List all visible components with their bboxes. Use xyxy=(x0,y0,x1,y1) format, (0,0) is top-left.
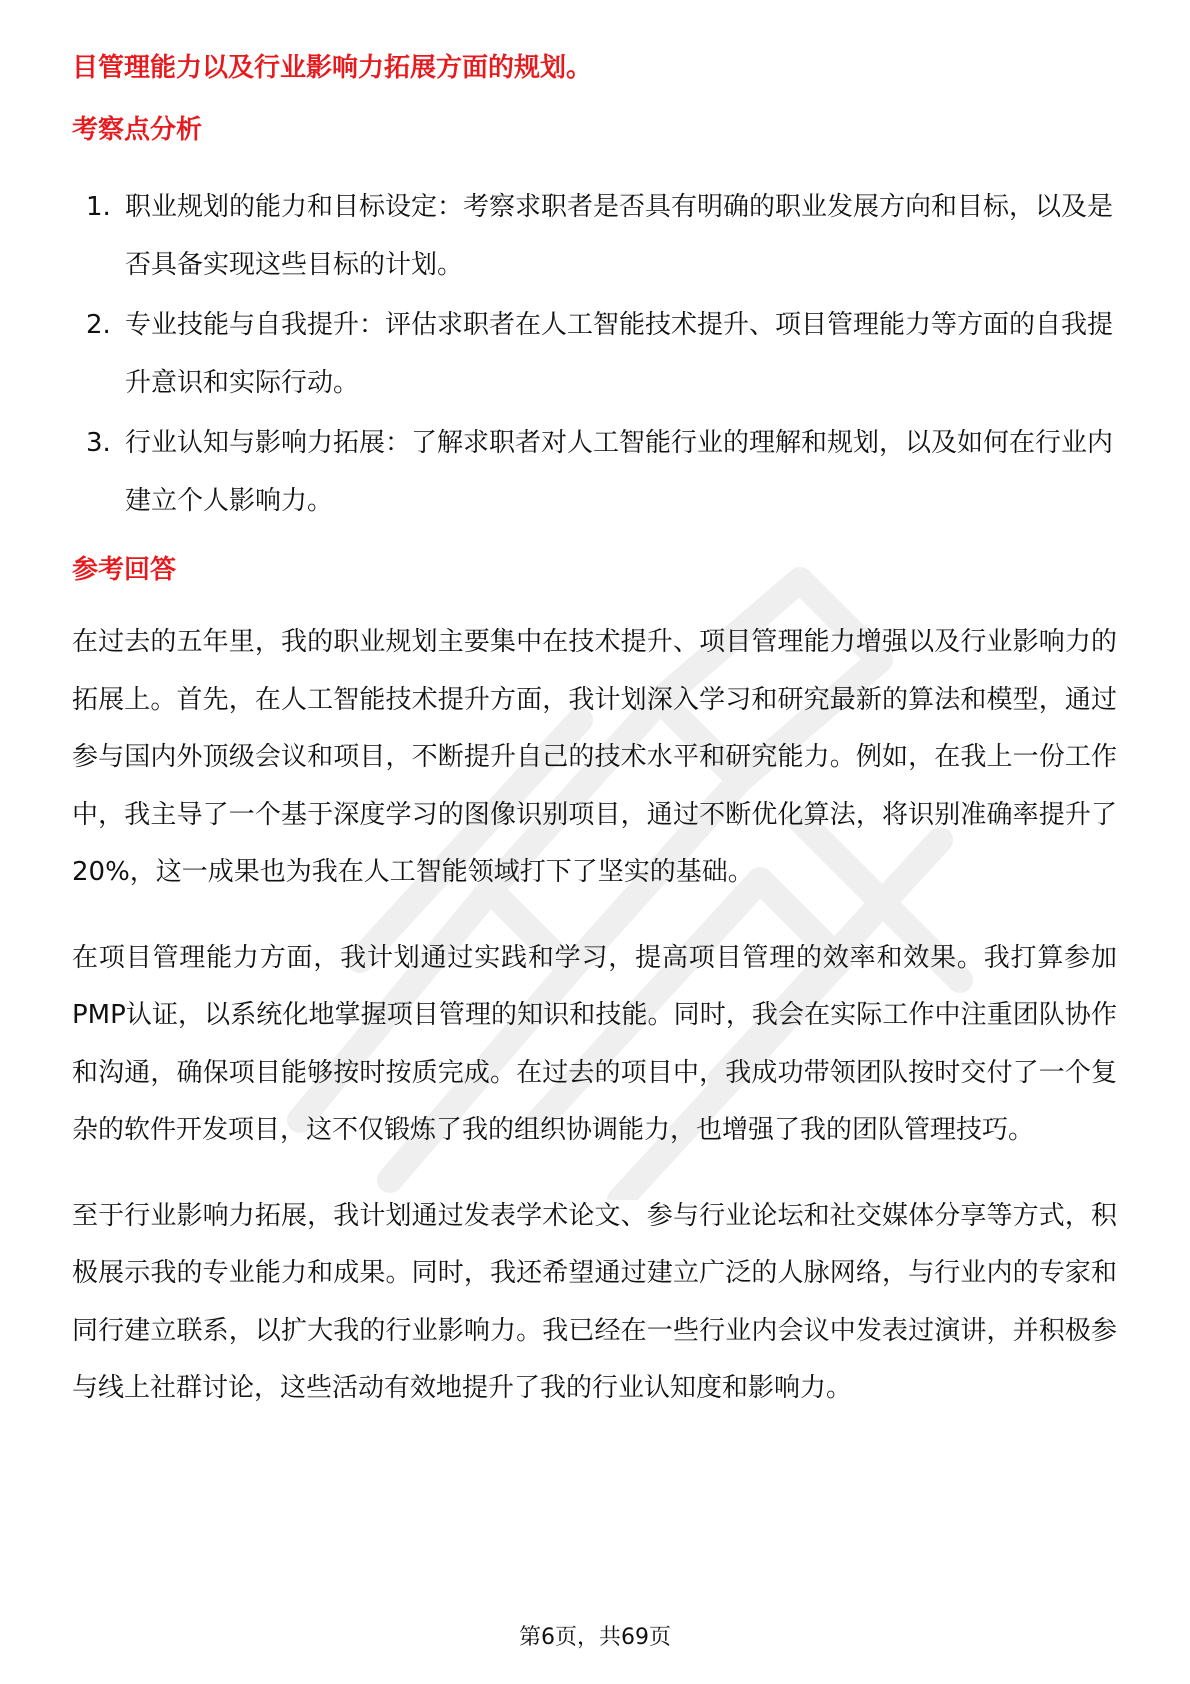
list-item-number: 2. xyxy=(86,310,111,340)
list-item-text: 职业规划的能力和目标设定：考察求职者是否具有明确的职业发展方向和目标，以及是否具备实现这些目标的计划。 xyxy=(125,192,1114,280)
analysis-list xyxy=(72,178,1117,530)
answer-paragraph: 在过去的五年里，我的职业规划主要集中在技术提升、项目管理能力增强以及行业影响力的拓展上。首先，在人工智能技术提升方面，我计划深入学习和研究最新的算法和模型，通过参与国内外顶级会议和项目，不断提升自己的技术水平和研究能力。例如，在我上一份工作中，我主导了一个基于深度学习的图像识别项目，通过不断优化算法，将识别准确率提升了20%，这一成果也为我在人工智能领域打下了坚实的基础。 xyxy=(72,627,1117,887)
answer-heading: 参考回答 xyxy=(72,555,177,585)
list-item-number: 1. xyxy=(86,192,111,222)
analysis-heading: 考察点分析 xyxy=(72,115,203,145)
answer-paragraph: 在项目管理能力方面，我计划通过实践和学习，提高项目管理的效率和效果。我打算参加PMP认证，以系统化地掌握项目管理的知识和技能。同时，我会在实际工作中注重团队协作和沟通，确保项目能够按时按质完成。在过去的项目中，我成功带领团队按时交付了一个复杂的软件开发项目，这不仅锻炼了我的组织协调能力，也增强了我的团队管理技巧。 xyxy=(72,942,1117,1145)
page-content xyxy=(72,48,1117,1418)
list-item xyxy=(72,414,1117,530)
list-item xyxy=(72,296,1117,412)
page-number-footer: 第6页，共69页 xyxy=(519,1625,671,1650)
answer-paragraph: 至于行业影响力拓展，我计划通过发表学术论文、参与行业论坛和社交媒体分享等方式，积极展示我的专业能力和成果。同时，我还希望通过建立广泛的人脉网络，与行业内的专家和同行建立联系，以扩大我的行业影响力。我已经在一些行业内会议中发表过演讲，并积极参与线上社群讨论，这些活动有效地提升了我的行业认知度和影响力。 xyxy=(72,1200,1117,1403)
intro-line: 目管理能力以及行业影响力拓展方面的规划。 xyxy=(72,53,593,83)
list-item-text: 行业认知与影响力拓展：了解求职者对人工智能行业的理解和规划，以及如何在行业内建立个人影响力。 xyxy=(125,428,1114,516)
list-item-number: 3. xyxy=(86,428,111,458)
list-item-text: 专业技能与自我提升：评估求职者在人工智能技术提升、项目管理能力等方面的自我提升意识和实际行动。 xyxy=(125,310,1114,398)
list-item xyxy=(72,178,1117,294)
